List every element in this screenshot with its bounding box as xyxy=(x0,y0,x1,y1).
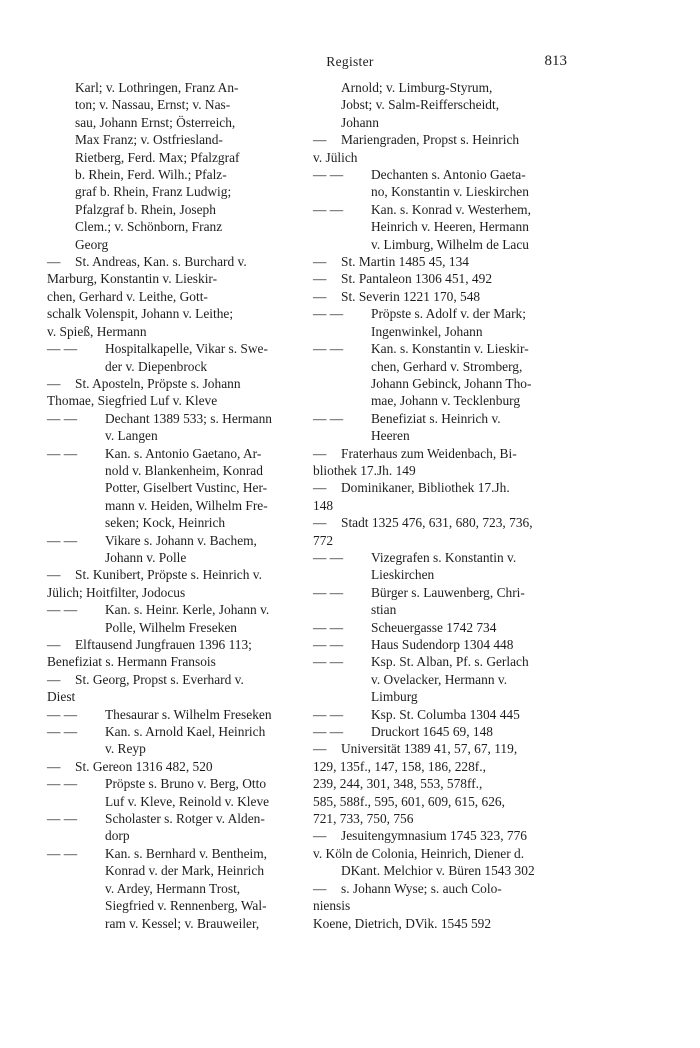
entry-text xyxy=(371,619,573,636)
entry-line: Konrad v. der Mark, Heinrich xyxy=(105,863,265,879)
index-entry xyxy=(47,445,307,532)
entry-line: Ingenwinkel, Johann xyxy=(371,323,483,339)
entry-dash-marker: — xyxy=(313,254,327,270)
entry-text xyxy=(47,671,307,706)
entry-line: St. Andreas, Kan. s. Burchard v. xyxy=(75,254,247,270)
entry-line: Bürger s. Lauwenberg, Chri- xyxy=(371,584,525,600)
entry-line: no, Konstantin v. Lieskirchen xyxy=(371,184,529,200)
entry-line: Jülich; Hoitfilter, Jodocus xyxy=(47,584,186,600)
entry-text xyxy=(313,740,573,827)
entry-dash-marker: — — xyxy=(313,619,344,635)
entry-line: Kan. s. Antonio Gaetano, Ar- xyxy=(105,445,262,461)
entry-line: Diest xyxy=(47,689,76,705)
entry-text xyxy=(105,775,307,810)
entry-line: v. Limburg, Wilhelm de Lacu xyxy=(371,236,530,252)
index-entry xyxy=(313,549,573,584)
entry-line: Johann xyxy=(341,114,379,130)
entry-dash-marker: — — xyxy=(313,724,344,740)
entry-line: St. Martin 1485 45, 134 xyxy=(341,254,469,270)
entry-line: Max Franz; v. Ostfriesland- xyxy=(75,132,223,148)
entry-line: Thesaurar s. Wilhelm Freseken xyxy=(105,706,272,722)
entry-dash-marker: — — xyxy=(47,845,78,861)
entry-text xyxy=(313,880,573,915)
entry-text xyxy=(313,915,573,932)
entry-line: Thomae, Siegfried Luf v. Kleve xyxy=(47,393,218,409)
index-entry xyxy=(47,79,307,253)
entry-line: niensis xyxy=(313,898,351,914)
entry-line: ram v. Kessel; v. Brauweiler, xyxy=(105,915,260,931)
entry-text xyxy=(371,636,573,653)
entry-line: Haus Sudendorp 1304 448 xyxy=(371,637,514,652)
entry-line: Heinrich v. Heeren, Hermann xyxy=(371,219,529,235)
entry-dash-marker: — xyxy=(313,288,327,304)
entry-line: 129, 135f., 147, 158, 186, 228f., xyxy=(313,758,486,774)
entry-line: Koene, Dietrich, DVik. 1545 592 xyxy=(313,915,492,931)
entry-dash-marker: — — xyxy=(47,532,78,548)
entry-line: Jobst; v. Salm-Reifferscheidt, xyxy=(341,97,500,113)
index-entry xyxy=(47,758,307,775)
entry-line: Kan. s. Arnold Kael, Heinrich xyxy=(105,724,266,740)
entry-line: Dominikaner, Bibliothek 17.Jh. xyxy=(341,480,510,496)
entry-text xyxy=(371,653,573,705)
entry-text xyxy=(313,79,573,131)
index-entry xyxy=(313,723,573,740)
entry-text xyxy=(341,288,573,305)
entry-text xyxy=(371,723,573,740)
entry-dash-marker: — xyxy=(313,271,327,287)
entry-dash-marker: — xyxy=(313,480,327,496)
index-entry xyxy=(313,706,573,723)
entry-line: mae, Johann v. Tecklenburg xyxy=(371,393,521,409)
entry-line: 772 xyxy=(313,532,334,548)
entry-line: Scheuergasse 1742 734 xyxy=(371,619,497,635)
entry-dash-marker: — — xyxy=(47,445,78,461)
entry-line: Elftausend Jungfrauen 1396 113; xyxy=(75,637,252,652)
entry-dash-marker: — — xyxy=(313,654,344,670)
index-entry xyxy=(47,845,307,932)
index-entry xyxy=(47,723,307,758)
entry-line: 148 xyxy=(313,497,334,513)
entry-dash-marker: — — xyxy=(313,341,344,357)
entry-line: Kan. s. Konrad v. Westerhem, xyxy=(371,201,531,217)
index-entry xyxy=(313,288,573,305)
entry-text xyxy=(105,532,307,567)
entry-line: nold v. Blankenheim, Konrad xyxy=(105,462,263,478)
index-entry xyxy=(47,410,307,445)
entry-line: bliothek 17.Jh. 149 xyxy=(313,462,416,478)
entry-line: Rietberg, Ferd. Max; Pfalzgraf xyxy=(75,149,240,165)
index-entry xyxy=(313,827,573,844)
entry-line: chen, Gerhard v. Leithe, Gott- xyxy=(47,288,208,304)
index-column-left xyxy=(47,79,307,932)
entry-line: Kan. s. Bernhard v. Bentheim, xyxy=(105,845,268,861)
entry-line: v. Jülich xyxy=(313,149,358,165)
entry-line: Polle, Wilhelm Freseken xyxy=(105,619,237,635)
index-entry xyxy=(313,305,573,340)
entry-line: Hospitalkapelle, Vikar s. Swe- xyxy=(105,341,268,357)
entry-dash-marker: — — xyxy=(313,201,344,217)
entry-line: s. Johann Wyse; s. auch Colo- xyxy=(341,880,502,896)
entry-text xyxy=(313,514,573,549)
entry-dash-marker: — — xyxy=(313,306,344,322)
entry-dash-marker: — — xyxy=(313,549,344,565)
entry-dash-marker: — xyxy=(47,758,61,774)
entry-line: St. Severin 1221 170, 548 xyxy=(341,288,481,304)
index-entry xyxy=(313,584,573,619)
index-entry xyxy=(313,880,573,915)
index-entry xyxy=(313,410,573,445)
index-entry xyxy=(313,845,573,880)
entry-line: Pröpste s. Adolf v. der Mark; xyxy=(371,306,526,322)
entry-line: Luf v. Kleve, Reinold v. Kleve xyxy=(105,793,270,809)
entry-text xyxy=(371,340,573,410)
entry-line: Georg xyxy=(75,236,109,252)
index-entry xyxy=(313,479,573,514)
entry-dash-marker: — — xyxy=(313,637,344,652)
entry-line: seken; Kock, Heinrich xyxy=(105,515,226,531)
entry-line: v. Reyp xyxy=(105,741,146,757)
entry-line: Clem.; v. Schönborn, Franz xyxy=(75,219,223,235)
entry-text xyxy=(371,166,573,201)
index-entry xyxy=(313,340,573,410)
index-entry xyxy=(313,619,573,636)
entry-line: Johann v. Polle xyxy=(105,549,187,565)
entry-line: St. Georg, Propst s. Everhard v. xyxy=(75,671,244,687)
index-entry xyxy=(313,514,573,549)
entry-line: Kan. s. Heinr. Kerle, Johann v. xyxy=(105,602,270,618)
entry-line: b. Rhein, Ferd. Wilh.; Pfalz- xyxy=(75,167,227,183)
entry-line: mann v. Heiden, Wilhelm Fre- xyxy=(105,497,268,513)
entry-text xyxy=(47,79,307,253)
entry-line: dorp xyxy=(105,828,130,844)
entry-dash-marker: — — xyxy=(313,584,344,600)
entry-line: Siegfried v. Rennenberg, Wal- xyxy=(105,898,267,914)
entry-line: sau, Johann Ernst; Österreich, xyxy=(75,114,236,130)
index-entry xyxy=(47,566,307,601)
entry-line: Kan. s. Konstantin v. Lieskir- xyxy=(371,341,529,357)
entry-dash-marker: — — xyxy=(313,167,344,183)
index-entry xyxy=(313,740,573,827)
index-entry xyxy=(47,810,307,845)
entry-line: v. Köln de Colonia, Heinrich, Diener d. xyxy=(313,845,525,861)
index-entry xyxy=(313,253,573,270)
entry-line: St. Kunibert, Pröpste s. Heinrich v. xyxy=(75,567,262,583)
entry-line: Pröpste s. Bruno v. Berg, Otto xyxy=(105,776,267,792)
entry-line: 239, 244, 301, 348, 553, 578ff., xyxy=(313,776,483,792)
entry-line: v. Ovelacker, Hermann v. xyxy=(371,671,508,687)
entry-line: Potter, Giselbert Vustinc, Her- xyxy=(105,480,268,496)
entry-text xyxy=(371,201,573,253)
index-entry xyxy=(313,636,573,653)
entry-line: Universität 1389 41, 57, 67, 119, xyxy=(341,741,518,757)
index-entry xyxy=(313,653,573,705)
entry-text xyxy=(371,706,573,723)
entry-line: Marburg, Konstantin v. Lieskir- xyxy=(47,271,218,287)
entry-text xyxy=(371,584,573,619)
entry-line: St. Aposteln, Pröpste s. Johann xyxy=(75,375,241,391)
entry-text xyxy=(47,375,307,410)
index-column-right xyxy=(313,79,573,932)
entry-line: v. Spieß, Hermann xyxy=(47,323,147,339)
entry-line: Ksp. St. Alban, Pf. s. Gerlach xyxy=(371,654,529,670)
entry-text xyxy=(105,810,307,845)
entry-dash-marker: — xyxy=(313,828,327,844)
entry-dash-marker: — xyxy=(313,515,327,531)
entry-dash-marker: — — xyxy=(47,706,78,722)
index-entry xyxy=(313,79,573,131)
entry-dash-marker: — — xyxy=(47,776,78,792)
entry-line: schalk Volenspit, Johann v. Leithe; xyxy=(47,306,234,322)
entry-text xyxy=(47,253,307,340)
entry-dash-marker: — xyxy=(47,375,61,391)
entry-dash-marker: — xyxy=(313,880,327,896)
entry-text xyxy=(105,723,307,758)
page-number: 813 xyxy=(544,53,567,69)
entry-text xyxy=(105,706,307,723)
entry-line: v. Ardey, Hermann Trost, xyxy=(105,880,241,896)
entry-line: Vizegrafen s. Konstantin v. xyxy=(371,549,517,565)
entry-line: Pfalzgraf b. Rhein, Joseph xyxy=(75,201,216,217)
entry-line: ton; v. Nassau, Ernst; v. Nas- xyxy=(75,97,231,113)
entry-text xyxy=(47,636,307,671)
entry-text xyxy=(341,270,573,287)
entry-text xyxy=(313,479,573,514)
index-entry xyxy=(47,375,307,410)
entry-dash-marker: — xyxy=(47,671,61,687)
entry-line: Arnold; v. Limburg-Styrum, xyxy=(341,80,493,95)
index-entry xyxy=(313,915,573,932)
entry-line: Lieskirchen xyxy=(371,567,435,583)
entry-text xyxy=(47,566,307,601)
entry-line: Dechanten s. Antonio Gaeta- xyxy=(371,167,526,183)
entry-dash-marker: — xyxy=(313,132,327,148)
entry-line: v. Langen xyxy=(105,428,158,444)
entry-text xyxy=(371,305,573,340)
entry-dash-marker: — xyxy=(47,567,61,583)
entry-text xyxy=(313,445,573,480)
entry-text xyxy=(75,758,307,775)
entry-dash-marker: — — xyxy=(47,341,78,357)
entry-line: Heeren xyxy=(371,428,410,444)
entry-line: Scholaster s. Rotger v. Alden- xyxy=(105,811,265,827)
entry-line: Ksp. St. Columba 1304 445 xyxy=(371,706,520,722)
entry-line: chen, Gerhard v. Stromberg, xyxy=(371,358,523,374)
entry-line: Karl; v. Lothringen, Franz An- xyxy=(75,80,239,95)
entry-line: stian xyxy=(371,602,397,618)
entry-dash-marker: — xyxy=(313,445,327,461)
index-entry xyxy=(313,201,573,253)
entry-line: Druckort 1645 69, 148 xyxy=(371,724,493,740)
entry-dash-marker: — xyxy=(47,254,61,270)
entry-line: St. Pantaleon 1306 451, 492 xyxy=(341,271,493,287)
entry-line: Dechant 1389 533; s. Hermann xyxy=(105,410,272,426)
index-entry xyxy=(313,131,573,166)
entry-line: Stadt 1325 476, 631, 680, 723, 736, xyxy=(341,515,533,531)
index-entry xyxy=(313,270,573,287)
index-entry xyxy=(47,706,307,723)
entry-line: Fraterhaus zum Weidenbach, Bi- xyxy=(341,445,517,461)
entry-dash-marker: — — xyxy=(313,410,344,426)
entry-line: Benefiziat s. Hermann Fransois xyxy=(47,654,216,670)
entry-dash-marker: — — xyxy=(47,724,78,740)
entry-line: 721, 733, 750, 756 xyxy=(313,811,414,827)
entry-text xyxy=(341,253,573,270)
entry-line: Mariengraden, Propst s. Heinrich xyxy=(341,132,520,148)
entry-line: graf b. Rhein, Franz Ludwig; xyxy=(75,184,232,200)
entry-text xyxy=(105,445,307,532)
index-entry xyxy=(47,775,307,810)
entry-text xyxy=(105,601,307,636)
entry-line: Vikare s. Johann v. Bachem, xyxy=(105,532,257,548)
page-title: Register xyxy=(326,54,374,69)
entry-text xyxy=(341,827,573,844)
index-entry xyxy=(313,445,573,480)
entry-dash-marker: — xyxy=(313,741,327,757)
index-entry xyxy=(47,532,307,567)
index-entry xyxy=(47,253,307,340)
entry-dash-marker: — xyxy=(47,637,61,652)
index-entry xyxy=(47,340,307,375)
entry-line: der v. Diepenbrock xyxy=(105,358,208,374)
entry-dash-marker: — — xyxy=(313,706,344,722)
entry-text xyxy=(105,340,307,375)
entry-line: DKant. Melchior v. Büren 1543 302 xyxy=(341,863,535,879)
entry-text xyxy=(105,410,307,445)
entry-line: Jesuitengymnasium 1745 323, 776 xyxy=(341,828,527,844)
index-entry xyxy=(47,601,307,636)
entry-line: Benefiziat s. Heinrich v. xyxy=(371,410,501,426)
entry-line: 585, 588f., 595, 601, 609, 615, 626, xyxy=(313,793,505,809)
entry-text xyxy=(105,845,307,932)
entry-line: Johann Gebinck, Johann Tho- xyxy=(371,375,532,391)
entry-text xyxy=(371,549,573,584)
entry-dash-marker: — — xyxy=(47,602,78,618)
entry-text xyxy=(371,410,573,445)
entry-dash-marker: — — xyxy=(47,811,78,827)
page-header xyxy=(0,54,700,74)
index-entry xyxy=(313,166,573,201)
entry-line: St. Gereon 1316 482, 520 xyxy=(75,758,213,774)
entry-line: Limburg xyxy=(371,689,418,705)
index-entry xyxy=(47,636,307,671)
index-entry xyxy=(47,671,307,706)
entry-text xyxy=(313,845,573,880)
entry-dash-marker: — — xyxy=(47,410,78,426)
entry-text xyxy=(313,131,573,166)
